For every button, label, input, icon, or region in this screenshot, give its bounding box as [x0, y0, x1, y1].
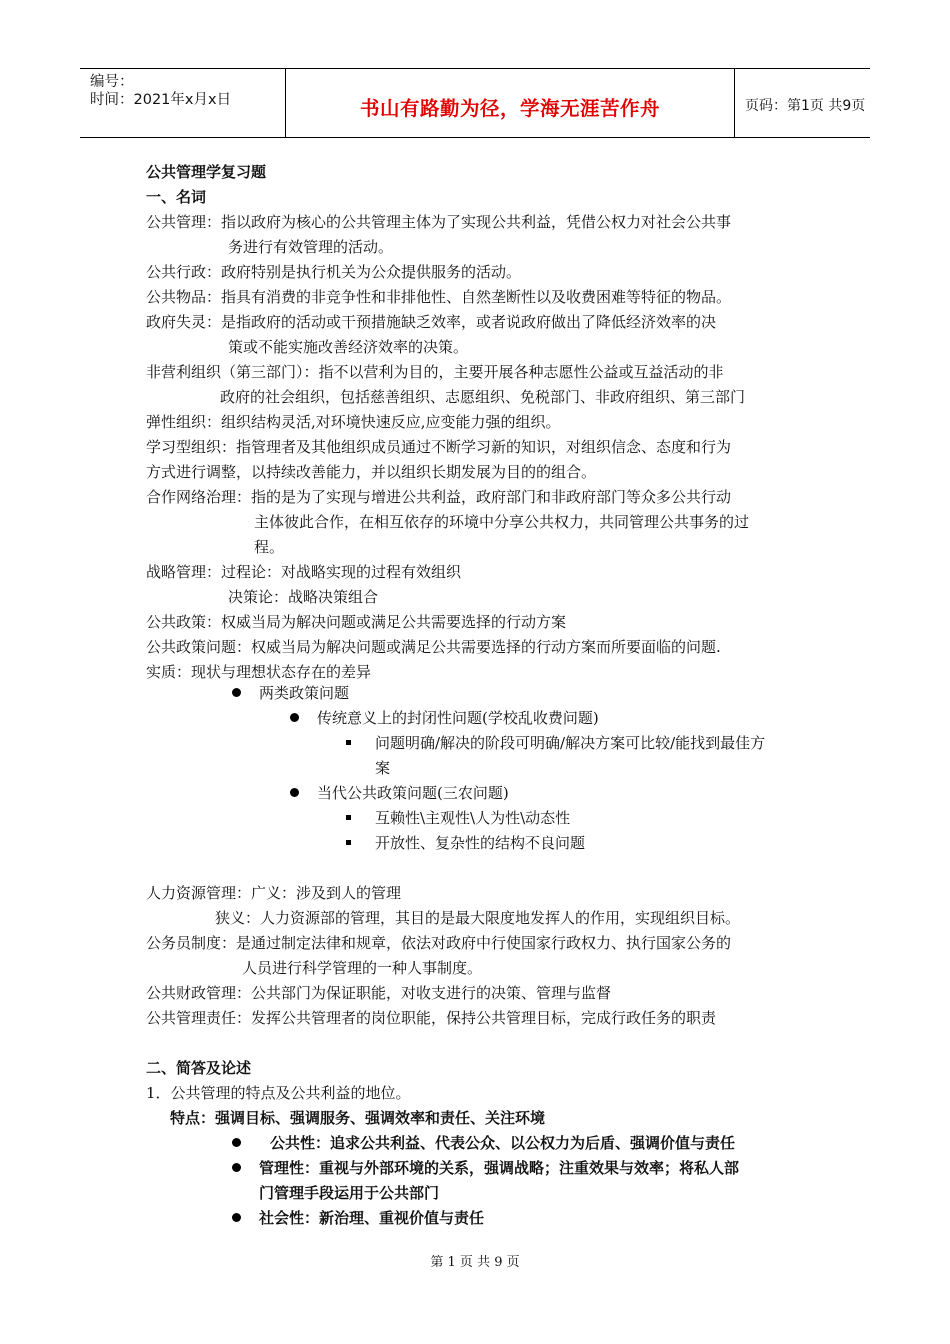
- term-definition: 公共政策：权威当局为解决问题或满足公共需要选择的行动方案: [146, 613, 567, 631]
- term-definition: 公共管理：指以政府为核心的公共管理主体为了实现公共利益，凭借公权力对社会公共事: [146, 213, 732, 231]
- answer-item: 管理性：重视与外部环境的关系，强调战略；注重效果与效率；将私人部: [259, 1159, 740, 1177]
- term-definition: 战略管理：过程论：对战略实现的过程有效组织: [146, 563, 462, 581]
- answer-item: 社会性：新治理、重视价值与责任: [259, 1209, 485, 1227]
- header-page-number: 页码：第1页 共9页: [745, 98, 866, 114]
- header-meta: [80, 69, 285, 137]
- list-item: 互赖性\主观性\人为性\动态性: [375, 809, 571, 827]
- list-item-cont: 案: [375, 759, 391, 777]
- answer-item-cont: 门管理手段运用于公共部门: [259, 1184, 440, 1202]
- bullet-dot: [232, 1138, 241, 1147]
- bullet-square: [346, 740, 351, 745]
- page-footer: 第 1 页 共 9 页: [430, 1255, 520, 1270]
- term-definition: 政府失灵：是指政府的活动或干预措施缺乏效率，或者说政府做出了降低经济效率的决: [146, 313, 717, 331]
- term-definition: 公共行政：政府特别是执行机关为公众提供服务的活动。: [146, 263, 522, 281]
- list-item: 开放性、复杂性的结构不良问题: [375, 834, 586, 852]
- page-header: [80, 68, 870, 138]
- term-definition: 人力资源管理：广义：涉及到人的管理: [146, 884, 402, 902]
- header-motto: 书山有路勤为径，学海无涯苦作舟: [359, 97, 660, 120]
- term-definition: 公共物品：指具有消费的非竞争性和非排他性、自然垄断性以及收费困难等特征的物品。: [146, 288, 732, 306]
- term-definition: 公务员制度：是通过制定法律和规章，依法对政府中行使国家行政权力、执行国家公务的: [146, 934, 732, 952]
- section-heading: 一、名词: [146, 188, 207, 206]
- term-definition: 实质：现状与理想状态存在的差异: [146, 663, 372, 681]
- bullet-dot: [232, 1163, 241, 1172]
- term-definition: 学习型组织：指管理者及其他组织成员通过不断学习新的知识，对组织信念、态度和行为: [146, 438, 732, 456]
- bullet-dot: [232, 688, 241, 697]
- answer-summary: 特点：强调目标、强调服务、强调效率和责任、关注环境: [170, 1109, 546, 1127]
- question: 1．公共管理的特点及公共利益的地位。: [146, 1084, 411, 1102]
- header-motto-cell: [285, 69, 735, 137]
- term-definition-cont: 主体彼此合作，在相互依存的环境中分享公共权力，共同管理公共事务的过: [254, 513, 750, 531]
- term-definition-cont: 策或不能实施改善经济效率的决策。: [228, 338, 469, 356]
- list-item: 两类政策问题: [259, 684, 350, 702]
- term-definition-cont: 狭义：人力资源部的管理，其目的是最大限度地发挥人的作用，实现组织目标。: [215, 909, 741, 927]
- bullet-square: [346, 840, 351, 845]
- doc-title: 公共管理学复习题: [146, 163, 267, 181]
- bullet-dot: [290, 713, 299, 722]
- section-heading: 二、简答及论述: [146, 1059, 252, 1077]
- term-definition: 公共政策问题：权威当局为解决问题或满足公共需要选择的行动方案而所要面临的问题.: [146, 638, 721, 656]
- term-definition: 合作网络治理：指的是为了实现与增进公共利益，政府部门和非政府部门等众多公共行动: [146, 488, 732, 506]
- bullet-square: [346, 815, 351, 820]
- term-definition-cont: 务进行有效管理的活动。: [228, 238, 394, 256]
- term-definition-cont: 决策论：战略决策组合: [228, 588, 379, 606]
- term-definition-cont: 政府的社会组织，包括慈善组织、志愿组织、免税部门、非政府组织、第三部门: [220, 388, 746, 406]
- answer-item: 公共性：追求公共利益、代表公众、以公权力为后盾、强调价值与责任: [270, 1134, 736, 1152]
- term-definition-cont: 方式进行调整，以持续改善能力，并以组织长期发展为目的的组合。: [146, 463, 597, 481]
- term-definition: 公共财政管理：公共部门为保证职能，对收支进行的决策、管理与监督: [146, 984, 612, 1002]
- doc-number-label: 编号：: [90, 74, 134, 90]
- bullet-dot: [232, 1213, 241, 1222]
- list-item: 问题明确/解决的阶段可明确/解决方案可比较/能找到最佳方: [375, 734, 766, 752]
- list-item: 当代公共政策问题(三农问题): [317, 784, 509, 802]
- bullet-dot: [290, 788, 299, 797]
- list-item: 传统意义上的封闭性问题(学校乱收费问题): [317, 709, 599, 727]
- term-definition-cont: 程。: [254, 538, 285, 556]
- term-definition: 非营利组织（第三部门）：指不以营利为目的，主要开展各种志愿性公益或互益活动的非: [146, 363, 724, 381]
- term-definition: 公共管理责任：发挥公共管理者的岗位职能，保持公共管理目标，完成行政任务的职责: [146, 1009, 717, 1027]
- term-definition-cont: 人员进行科学管理的一种人事制度。: [242, 959, 483, 977]
- doc-date-label: 时间：2021年x月x日: [90, 92, 232, 108]
- term-definition: 弹性组织：组织结构灵活,对环境快速反应,应变能力强的组织。: [146, 413, 561, 431]
